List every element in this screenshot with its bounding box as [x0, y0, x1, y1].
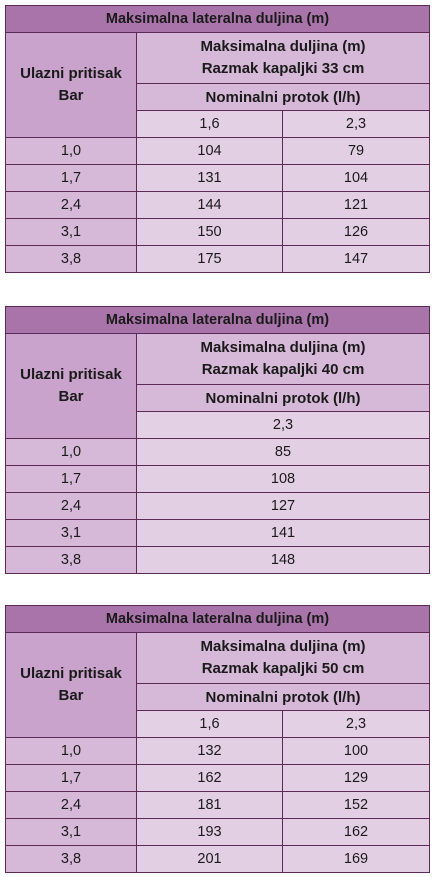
length-cell: 175 [137, 246, 283, 273]
input-pressure-header [6, 334, 137, 439]
length-cell: 181 [137, 792, 283, 819]
length-cell: 129 [283, 765, 430, 792]
flow-value-header: 1,6 [137, 711, 283, 738]
lateral-length-table-33cm [5, 5, 430, 273]
table-row [6, 846, 430, 873]
length-cell: 162 [137, 765, 283, 792]
pressure-cell: 3,1 [6, 520, 137, 547]
dripper-spacing-label: Razmak kapaljki 40 cm [201, 361, 365, 378]
flow-value-header: 1,6 [137, 111, 283, 138]
flow-value-header: 2,3 [283, 711, 430, 738]
pressure-cell: 1,7 [6, 165, 137, 192]
length-cell: 162 [283, 819, 430, 846]
length-cell: 85 [137, 439, 430, 466]
table-row [6, 246, 430, 273]
pressure-cell: 1,0 [6, 138, 137, 165]
lateral-length-table-40cm [5, 306, 430, 574]
max-length-header [137, 33, 430, 84]
lateral-length-table-50cm [5, 605, 430, 873]
input-pressure-label: Ulazni pritisak [20, 366, 122, 383]
max-length-header [137, 334, 430, 385]
length-cell: 104 [283, 165, 430, 192]
max-length-label: Maksimalna duljina (m) [200, 38, 366, 55]
length-cell: 132 [137, 738, 283, 765]
length-cell: 169 [283, 846, 430, 873]
nominal-flow-header: Nominalni protok (l/h) [137, 385, 430, 412]
table-row [6, 165, 430, 192]
max-length-label: Maksimalna duljina (m) [200, 638, 366, 655]
input-pressure-header [6, 633, 137, 738]
pressure-cell: 2,4 [6, 792, 137, 819]
length-cell: 141 [137, 520, 430, 547]
pressure-unit-label: Bar [58, 87, 84, 104]
length-cell: 121 [283, 192, 430, 219]
length-cell: 100 [283, 738, 430, 765]
pressure-cell: 3,1 [6, 819, 137, 846]
table-title: Maksimalna lateralna duljina (m) [6, 606, 430, 633]
nominal-flow-header: Nominalni protok (l/h) [137, 684, 430, 711]
input-pressure-header [6, 33, 137, 138]
length-cell: 104 [137, 138, 283, 165]
table-row [6, 738, 430, 765]
table-title: Maksimalna lateralna duljina (m) [6, 6, 430, 33]
pressure-cell: 1,7 [6, 765, 137, 792]
input-pressure-label: Ulazni pritisak [20, 65, 122, 82]
table-row [6, 138, 430, 165]
pressure-unit-label: Bar [58, 687, 84, 704]
length-cell: 108 [137, 466, 430, 493]
length-cell: 152 [283, 792, 430, 819]
nominal-flow-header: Nominalni protok (l/h) [137, 84, 430, 111]
table-row [6, 192, 430, 219]
length-cell: 144 [137, 192, 283, 219]
table-row [6, 765, 430, 792]
dripper-spacing-label: Razmak kapaljki 33 cm [201, 60, 365, 77]
table-title: Maksimalna lateralna duljina (m) [6, 307, 430, 334]
length-cell: 131 [137, 165, 283, 192]
pressure-cell: 3,8 [6, 846, 137, 873]
table-row [6, 792, 430, 819]
length-cell: 79 [283, 138, 430, 165]
table-row [6, 819, 430, 846]
table-row [6, 439, 430, 466]
length-cell: 150 [137, 219, 283, 246]
pressure-cell: 1,0 [6, 439, 137, 466]
input-pressure-label: Ulazni pritisak [20, 665, 122, 682]
flow-value-header: 2,3 [137, 412, 430, 439]
pressure-cell: 3,8 [6, 547, 137, 574]
dripper-spacing-label: Razmak kapaljki 50 cm [201, 660, 365, 677]
pressure-cell: 3,1 [6, 219, 137, 246]
table-row [6, 520, 430, 547]
length-cell: 127 [137, 493, 430, 520]
length-cell: 126 [283, 219, 430, 246]
pressure-cell: 3,8 [6, 246, 137, 273]
pressure-cell: 1,7 [6, 466, 137, 493]
pressure-cell: 2,4 [6, 493, 137, 520]
table-row [6, 466, 430, 493]
table-row [6, 493, 430, 520]
pressure-cell: 2,4 [6, 192, 137, 219]
flow-value-header: 2,3 [283, 111, 430, 138]
max-length-label: Maksimalna duljina (m) [200, 339, 366, 356]
pressure-cell: 1,0 [6, 738, 137, 765]
table-row [6, 547, 430, 574]
length-cell: 201 [137, 846, 283, 873]
length-cell: 147 [283, 246, 430, 273]
length-cell: 193 [137, 819, 283, 846]
max-length-header [137, 633, 430, 684]
pressure-unit-label: Bar [58, 388, 84, 405]
table-row [6, 219, 430, 246]
length-cell: 148 [137, 547, 430, 574]
